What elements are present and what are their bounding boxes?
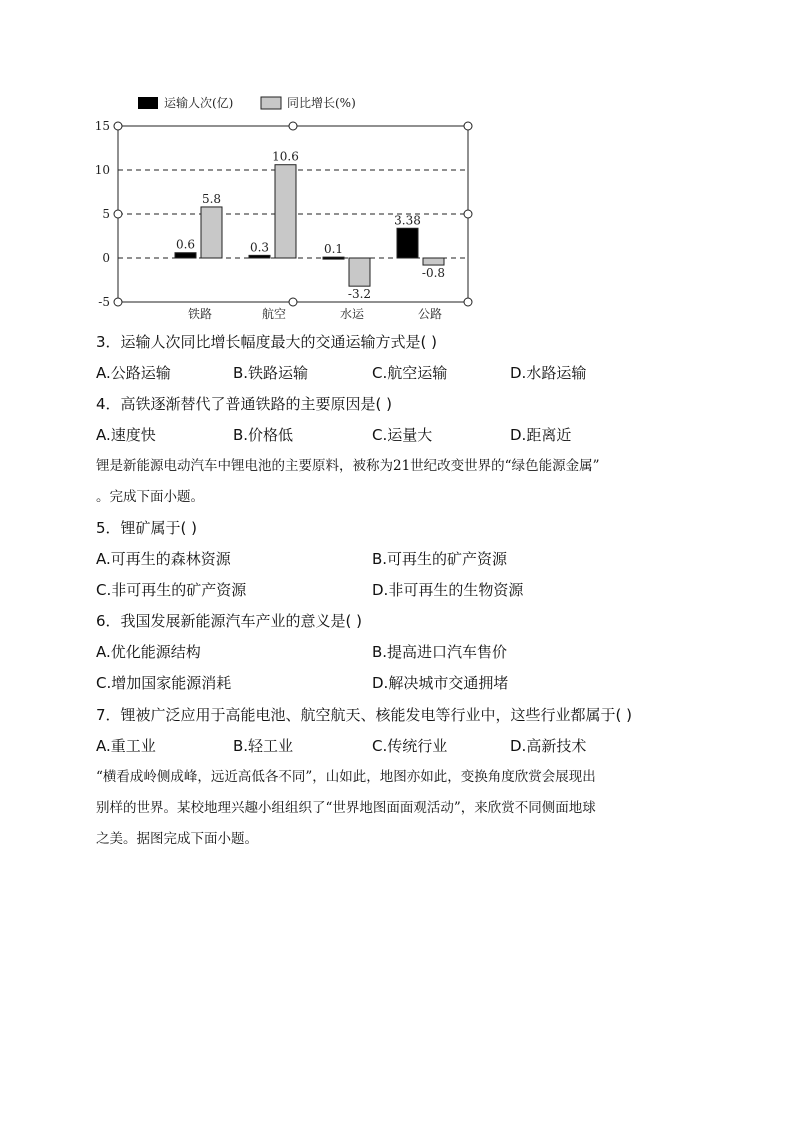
question-6-option-b[interactable]: B.提高进口汽车售价 [372,643,508,661]
resize-handle [289,298,297,306]
bar-growth [423,258,444,265]
legend-swatch-passengers [138,97,158,109]
question-3-option-b[interactable]: B.铁路运输 [233,364,309,382]
question-7-option-c[interactable]: C.传统行业 [372,737,448,755]
bar-passengers [175,253,196,258]
data-label: 0.1 [323,242,344,257]
bar-passengers [249,255,270,258]
passage-lithium [96,451,706,513]
question-3-option-d[interactable]: D.水路运输 [510,364,587,382]
bar-growth [275,165,296,258]
question-5-option-a[interactable]: A.可再生的森林资源 [96,550,231,568]
passage-line: 。完成下面小题。 [96,489,204,505]
x-category-label: 铁路 [187,307,213,321]
bar-growth [349,258,370,286]
data-label: 3.38 [394,213,421,228]
question-5-option-c[interactable]: C.非可再生的矿产资源 [96,581,247,599]
legend-swatch-growth [261,97,281,109]
data-label: -0.8 [421,266,446,281]
passage-line: “横看成岭侧成峰，远近高低各不同”，山如此，地图亦如此，变换角度欣赏会展现出 [96,769,596,785]
data-label: 10.6 [272,149,299,164]
x-category-label: 水运 [339,307,365,321]
question-7-option-a[interactable]: A.重工业 [96,737,156,755]
resize-handle [114,210,122,218]
question-5-option-b[interactable]: B.可再生的矿产资源 [372,550,508,568]
question-4-option-c[interactable]: C.运量大 [372,426,433,444]
passage-world-map [96,762,706,855]
question-5-stem: 5．锂矿属于( ) [96,519,198,537]
bar-growth [201,207,222,258]
question-3-option-a[interactable]: A.公路运输 [96,364,171,382]
resize-handle [114,122,122,130]
question-4-option-b[interactable]: B.价格低 [233,426,294,444]
passage-line: 别样的世界。某校地理兴趣小组组织了“世界地图面面观活动”，来欣赏不同侧面地球 [96,800,596,816]
x-category-label: 航空 [261,307,287,321]
question-4-stem: 4．高铁逐渐替代了普通铁路的主要原因是( ) [96,395,393,413]
question-7-option-d[interactable]: D.高新技术 [510,737,587,755]
transport-bar-chart [80,88,480,320]
question-7-option-b[interactable]: B.轻工业 [233,737,294,755]
chart-legend [138,95,356,110]
resize-handle [464,298,472,306]
question-7-stem: 7．锂被广泛应用于高能电池、航空航天、核能发电等行业中，这些行业都属于( ) [96,706,633,724]
y-tick-label: -5 [98,295,110,309]
question-4-option-d[interactable]: D.距离近 [510,426,572,444]
resize-handle [114,298,122,306]
y-tick-label: 5 [102,207,110,221]
data-label: -3.2 [347,287,372,302]
y-tick-label: 0 [102,251,110,265]
data-label: 0.3 [249,240,270,255]
question-5-option-d[interactable]: D.非可再生的生物资源 [372,581,524,599]
bar-passengers [397,228,418,258]
passage-line: 之美。据图完成下面小题。 [96,831,258,847]
resize-handle [464,122,472,130]
data-label: 5.8 [201,191,222,206]
resize-handle [464,210,472,218]
passage-line: 锂是新能源电动汽车中锂电池的主要原料，被称为21世纪改变世界的“绿色能源金属” [96,458,600,474]
question-4-option-a[interactable]: A.速度快 [96,426,156,444]
question-3-stem: 3．运输人次同比增长幅度最大的交通运输方式是( ) [96,333,438,351]
resize-handle [289,122,297,130]
y-tick-label: 10 [94,163,110,177]
question-3-option-c[interactable]: C.航空运输 [372,364,448,382]
legend-label-growth: 同比增长(%) [287,96,356,110]
legend-label-passengers: 运输人次(亿) [164,96,234,110]
y-tick-label: 15 [94,119,110,133]
data-label: 0.6 [175,237,196,252]
question-6-option-c[interactable]: C.增加国家能源消耗 [96,674,232,692]
x-category-label: 公路 [417,307,443,321]
question-6-option-d[interactable]: D.解决城市交通拥堵 [372,674,509,692]
question-6-option-a[interactable]: A.优化能源结构 [96,643,201,661]
bar-passengers [323,257,344,259]
question-6-stem: 6．我国发展新能源汽车产业的意义是( ) [96,612,363,630]
